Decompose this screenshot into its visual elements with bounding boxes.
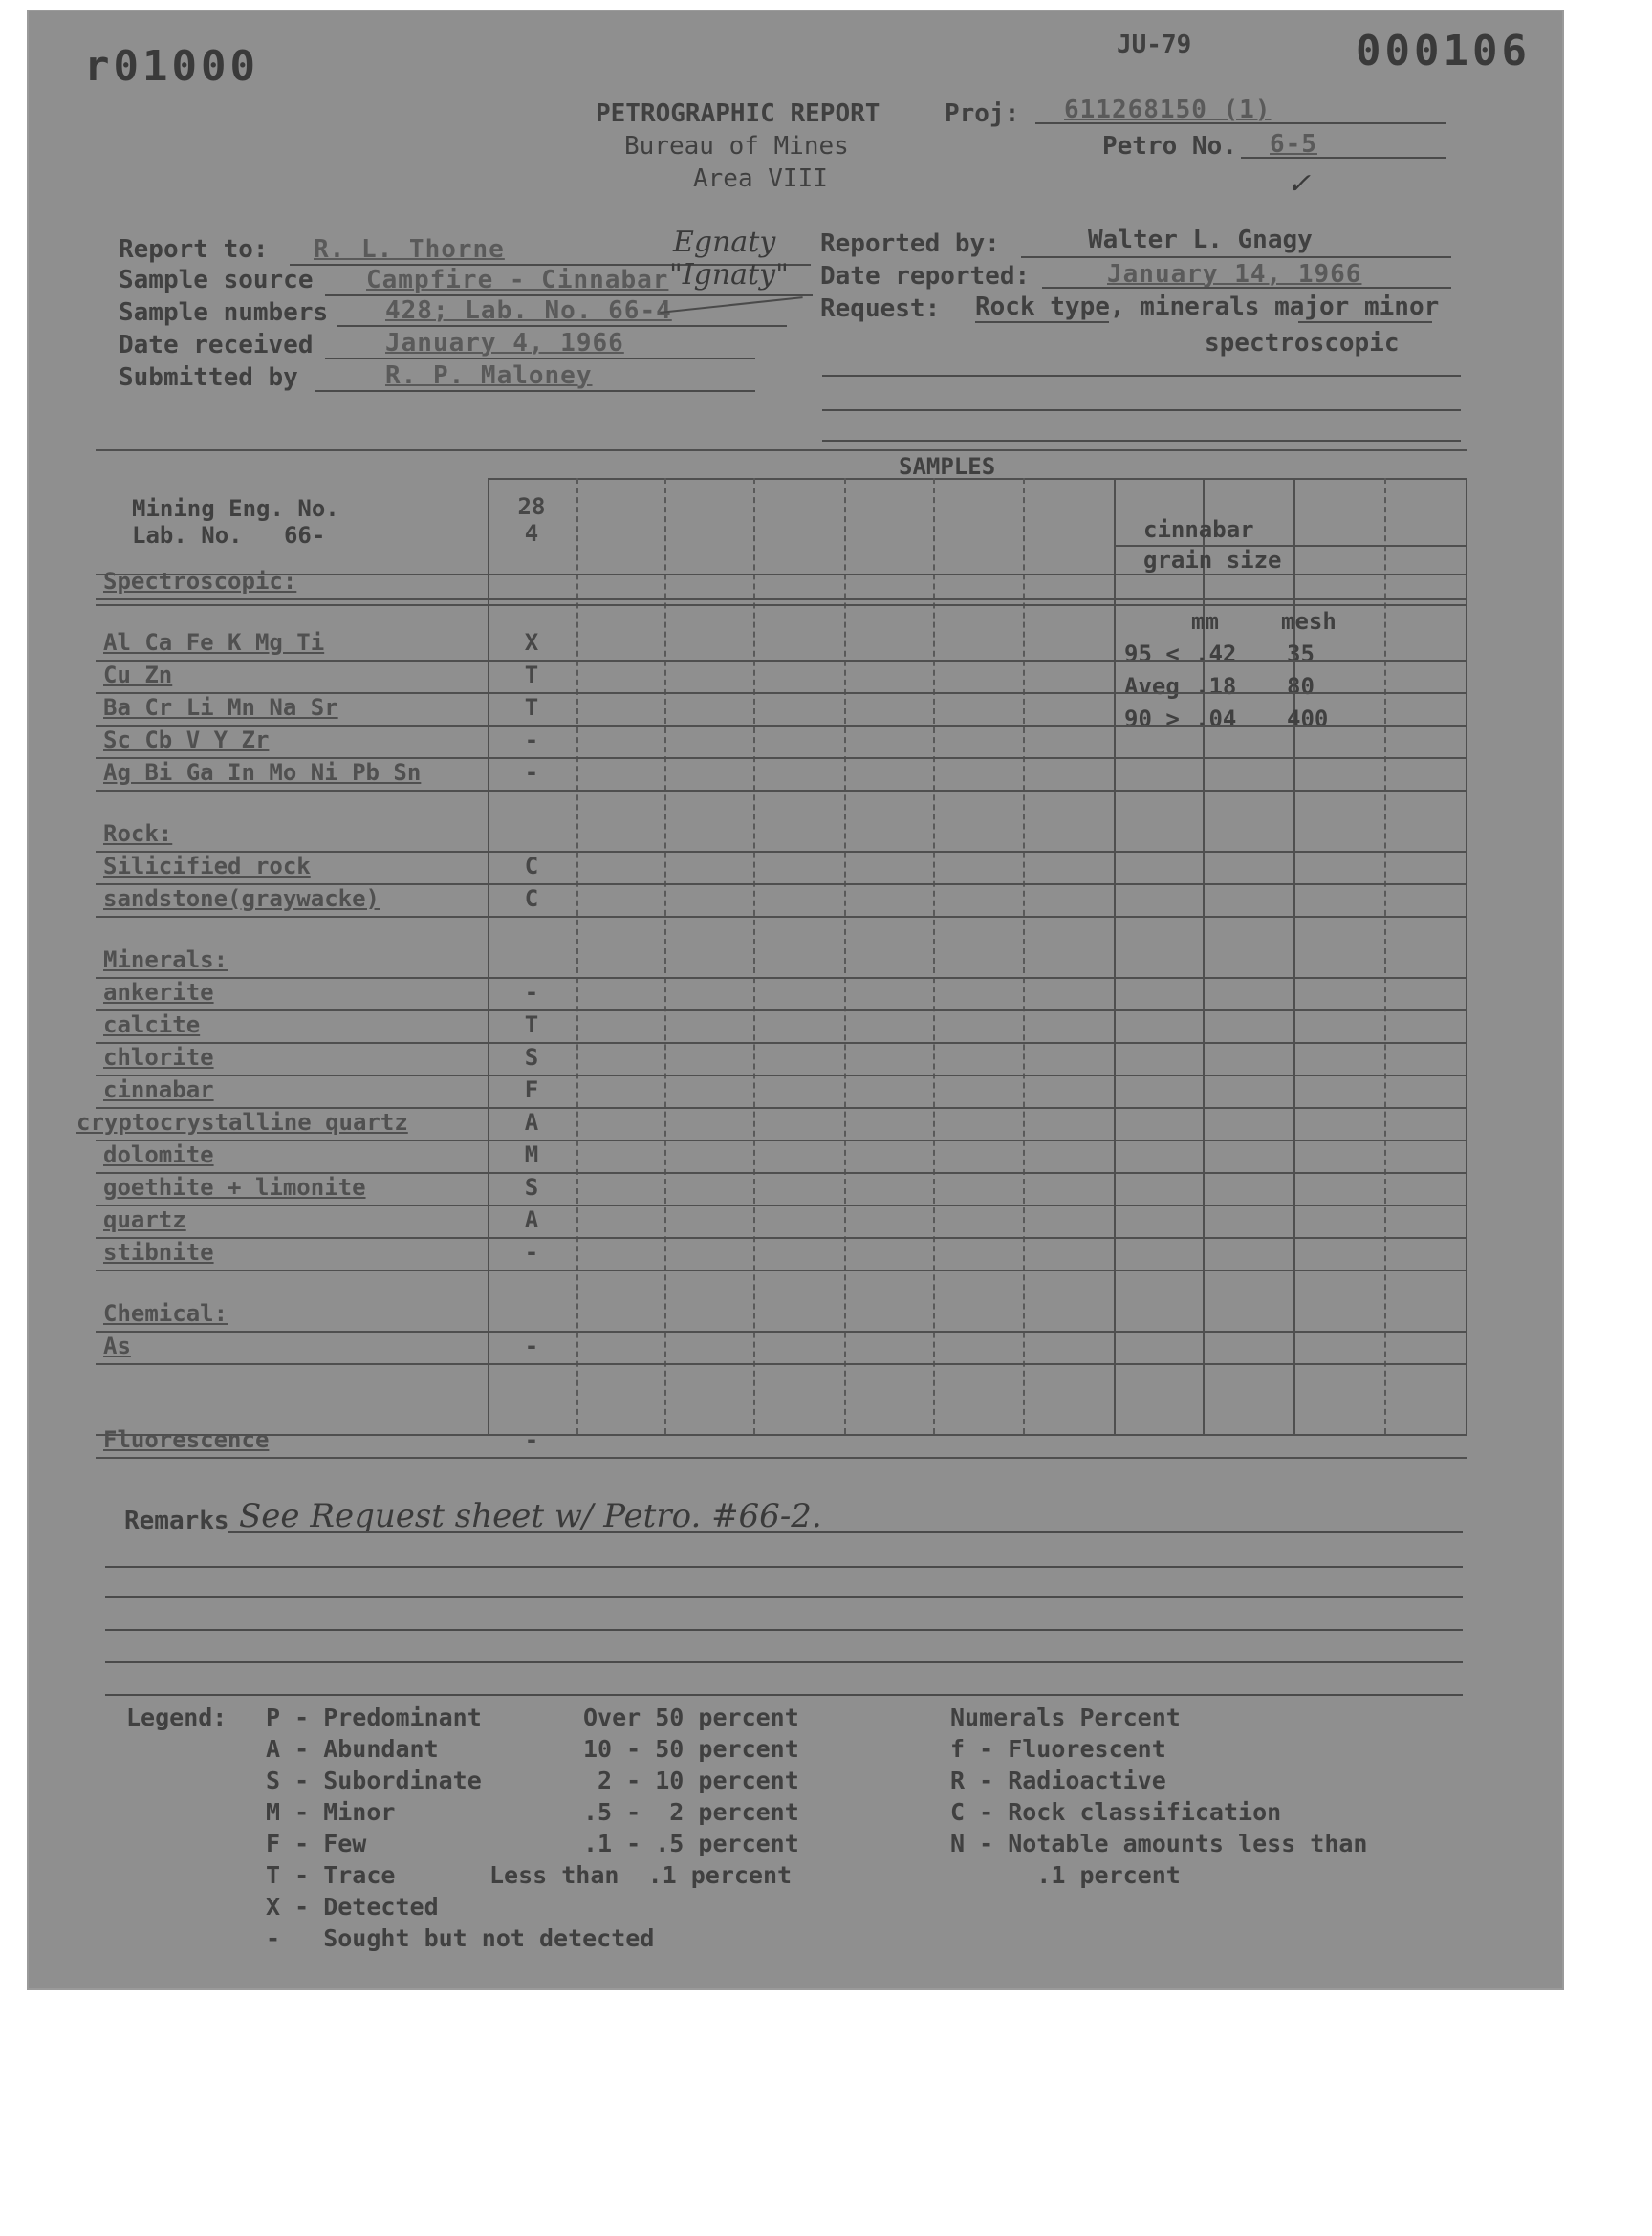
- legend-note: C - Rock classification: [950, 1798, 1282, 1826]
- sample-row-value: -: [524, 1426, 539, 1453]
- legend-code: F - Few: [266, 1830, 367, 1857]
- legend-range: Over 50 percent: [583, 1704, 799, 1731]
- sample-row-value: C: [524, 885, 539, 912]
- sample-row-label: dolomite: [103, 1141, 214, 1168]
- sample-row-value: -: [524, 727, 539, 753]
- mining-eng-value: 28: [517, 493, 546, 520]
- legend-title: Legend:: [126, 1704, 228, 1731]
- sample-source-value: Campfire - Cinnabar: [366, 266, 669, 294]
- legend-code: A - Abundant: [266, 1735, 439, 1763]
- sample-row-value: -: [524, 1239, 539, 1266]
- proj-label: Proj:: [945, 99, 1020, 128]
- sample-row-value: S: [524, 1044, 539, 1071]
- sample-row-value: -: [524, 759, 539, 786]
- date-received-label: Date received: [119, 331, 314, 359]
- legend-code: S - Subordinate: [266, 1767, 482, 1794]
- lab-no-value: 4: [524, 520, 539, 547]
- legend-note: N - Notable amounts less than: [950, 1830, 1368, 1857]
- submitted-by-value: R. P. Maloney: [385, 361, 593, 390]
- proj-value: 611268150 (1): [1064, 96, 1272, 124]
- sample-row-value: S: [524, 1174, 539, 1201]
- grain-pct: 95 <: [1124, 640, 1180, 667]
- agency-name: Bureau of Mines: [624, 132, 849, 161]
- legend-code: P - Predominant: [266, 1704, 482, 1731]
- date-reported-value: January 14, 1966: [1107, 260, 1362, 289]
- remarks-label: Remarks: [124, 1507, 229, 1535]
- legend-range: .5 - 2 percent: [583, 1798, 799, 1826]
- grain-mesh: 80: [1287, 673, 1315, 700]
- mesh-label: mesh: [1281, 608, 1337, 635]
- sample-row-value: T: [524, 1011, 539, 1038]
- grain-mm: .42: [1195, 640, 1237, 667]
- petro-value: 6-5: [1270, 130, 1317, 159]
- sample-row-label: chlorite: [103, 1044, 214, 1071]
- cinnabar-label: cinnabar: [1143, 516, 1254, 543]
- legend-note: .1 percent: [950, 1861, 1181, 1889]
- report-sheet: [27, 10, 1564, 1990]
- reported-by-label: Reported by:: [820, 229, 1000, 258]
- grain-size-label: grain size: [1143, 547, 1282, 574]
- mining-eng-label: Mining Eng. No.: [132, 495, 339, 522]
- legend-note: f - Fluorescent: [950, 1735, 1166, 1763]
- date-received-value: January 4, 1966: [385, 329, 624, 358]
- sample-row-label: Ba Cr Li Mn Na Sr: [103, 694, 338, 721]
- doc-code-stamp: JU-79: [1117, 31, 1192, 59]
- legend-range: 2 - 10 percent: [583, 1767, 799, 1794]
- legend-range: .1 - .5 percent: [583, 1830, 799, 1857]
- sample-row-label: Rock:: [103, 820, 173, 847]
- legend-code: - Sought but not detected: [266, 1924, 655, 1952]
- grain-pct: Aveg: [1124, 673, 1180, 700]
- legend-code: M - Minor: [266, 1798, 396, 1826]
- remarks-value: See Request sheet w/ Petro. #66-2.: [239, 1497, 822, 1535]
- grain-mm: .04: [1195, 706, 1237, 732]
- sample-row-label: Chemical:: [103, 1300, 228, 1327]
- report-title: PETROGRAPHIC REPORT: [596, 99, 880, 128]
- area-name: Area VIII: [693, 164, 828, 193]
- sample-row-value: T: [524, 694, 539, 721]
- legend-code: T - Trace: [266, 1861, 396, 1889]
- sample-row-value: C: [524, 853, 539, 879]
- sample-row-label: cryptocrystalline quartz: [76, 1109, 408, 1136]
- submitted-by-label: Submitted by: [119, 363, 298, 392]
- mm-label: mm: [1191, 608, 1219, 635]
- sample-row-value: A: [524, 1109, 539, 1136]
- sample-row-value: A: [524, 1206, 539, 1233]
- left-id-stamp: r01000: [84, 42, 259, 91]
- sample-row-value: X: [524, 629, 539, 656]
- sample-row-label: Cu Zn: [103, 662, 173, 688]
- handwritten-name-2: "Ignaty": [669, 258, 789, 292]
- sample-row-label: Fluorescence: [103, 1426, 270, 1453]
- legend-note: R - Radioactive: [950, 1767, 1166, 1794]
- sample-row-label: Minerals:: [103, 946, 228, 973]
- sample-row-label: Spectroscopic:: [103, 568, 297, 595]
- sample-row-label: stibnite: [103, 1239, 214, 1266]
- petro-label: Petro No.: [1102, 132, 1237, 161]
- right-id-stamp: 000106: [1356, 27, 1531, 76]
- sample-row-label: calcite: [103, 1011, 201, 1038]
- lab-no-label: Lab. No. 66-: [132, 522, 326, 549]
- sample-row-value: -: [524, 979, 539, 1006]
- sample-row-label: sandstone(graywacke): [103, 885, 380, 912]
- request-label: Request:: [820, 294, 941, 323]
- sample-row-label: cinnabar: [103, 1076, 214, 1103]
- sample-row-label: Al Ca Fe K Mg Ti: [103, 629, 325, 656]
- sample-numbers-label: Sample numbers: [119, 298, 329, 327]
- grain-mm: .18: [1195, 673, 1237, 700]
- grain-mesh: 400: [1287, 706, 1329, 732]
- request-value: Rock type, minerals major minor: [975, 293, 1440, 321]
- reported-by-value: Walter L. Gnagy: [1088, 226, 1313, 254]
- report-to-value: R. L. Thorne: [314, 235, 505, 264]
- sample-row-label: ankerite: [103, 979, 214, 1006]
- report-to-label: Report to:: [119, 235, 269, 264]
- sample-row-label: goethite + limonite: [103, 1174, 366, 1201]
- request-value-2: spectroscopic: [1205, 329, 1400, 358]
- legend-code: X - Detected: [266, 1893, 439, 1921]
- sample-row-value: F: [524, 1076, 539, 1103]
- grain-pct: 90 >: [1124, 706, 1180, 732]
- checkmark: ✓: [1287, 167, 1312, 201]
- sample-row-value: -: [524, 1333, 539, 1359]
- sample-source-label: Sample source: [119, 266, 314, 294]
- grain-mesh: 35: [1287, 640, 1315, 667]
- sample-row-value: T: [524, 662, 539, 688]
- legend-range: 10 - 50 percent: [583, 1735, 799, 1763]
- legend-range: Less than .1 percent: [489, 1861, 793, 1889]
- sample-row-label: Ag Bi Ga In Mo Ni Pb Sn: [103, 759, 422, 786]
- sample-row-label: Sc Cb V Y Zr: [103, 727, 270, 753]
- sample-numbers-value: 428; Lab. No. 66-4: [385, 296, 672, 325]
- date-reported-label: Date reported:: [820, 262, 1031, 291]
- handwritten-name-1: Egnaty: [673, 226, 776, 259]
- sample-row-label: quartz: [103, 1206, 186, 1233]
- sample-row-label: As: [103, 1333, 131, 1359]
- legend-note: Numerals Percent: [950, 1704, 1181, 1731]
- samples-heading: SAMPLES: [899, 453, 996, 480]
- sample-row-label: Silicified rock: [103, 853, 311, 879]
- sample-row-value: M: [524, 1141, 539, 1168]
